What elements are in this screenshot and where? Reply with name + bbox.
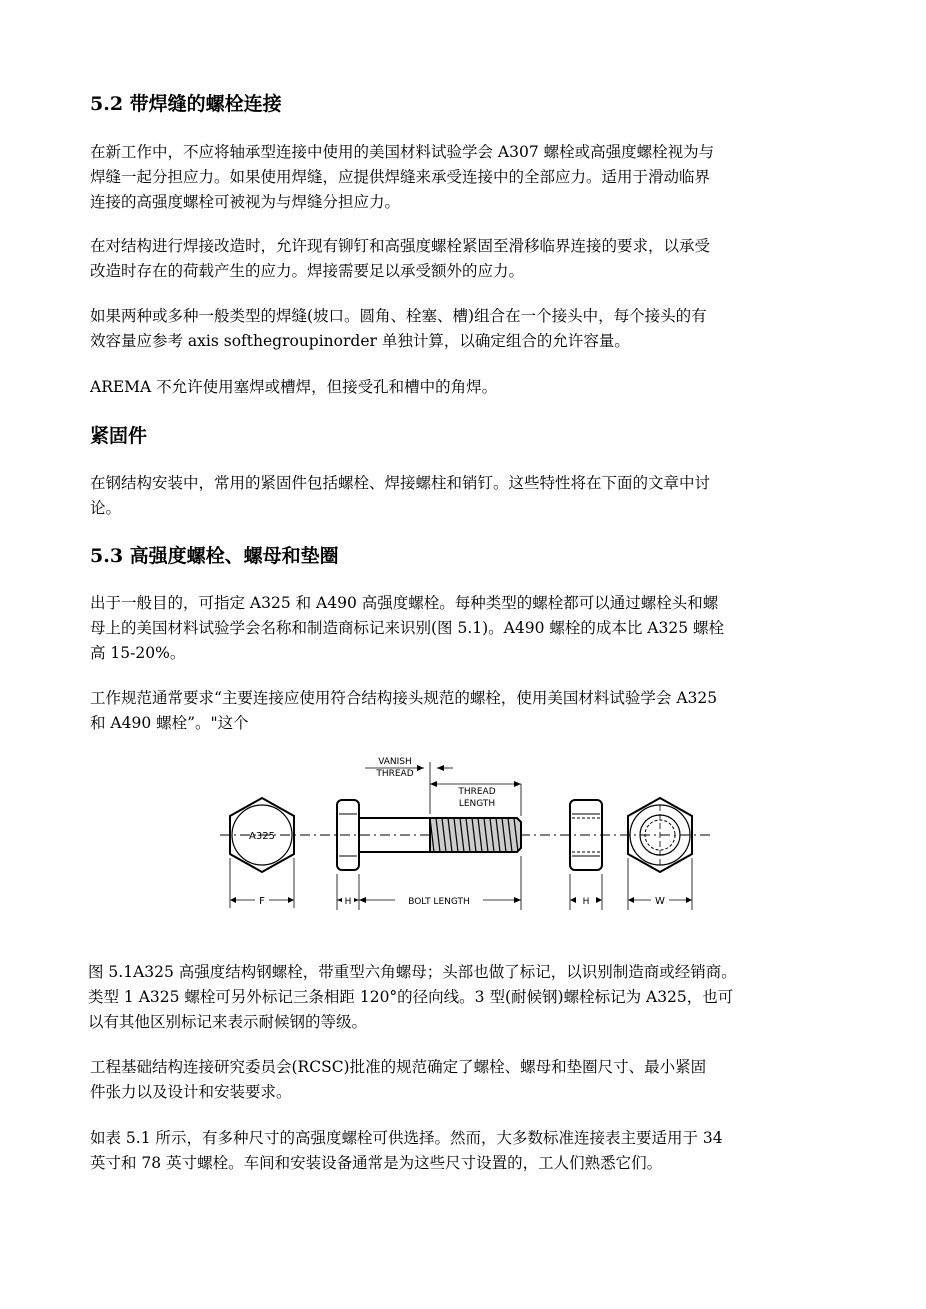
section-5-2-heading: 5.2 带焊缝的螺栓连接 <box>90 93 282 115</box>
paragraph-7 <box>90 686 850 736</box>
bolt-figure <box>215 748 715 928</box>
vanish-label-2: THREAD <box>376 769 414 779</box>
bolt-length-label: BOLT LENGTH <box>408 897 470 907</box>
fasteners-heading: 紧固件 <box>90 425 148 447</box>
text-line: AREMA 不允许使用塞焊或槽焊，但接受孔和槽中的角焊。 <box>90 378 498 396</box>
text-line: 工作规范通常要求“主要连接应使用符合结构接头规范的螺栓，使用美国材料试验学会 A325 <box>90 689 718 707</box>
section-5-3-heading: 5.3 高强度螺栓、螺母和垫圈 <box>90 545 339 567</box>
paragraph-3 <box>90 304 850 354</box>
vanish-label-1: VANISH <box>378 757 412 767</box>
thread-length-label-1: THREAD <box>458 787 496 797</box>
text-line: 连接的高强度螺栓可被视为与焊缝分担应力。 <box>90 193 401 211</box>
bolt-side-view <box>337 757 521 910</box>
text-line: 出于一般目的，可指定 A325 和 A490 高强度螺栓。每种类型的螺栓都可以通过螺栓头和螺 <box>90 594 719 612</box>
text-line: 母上的美国材料试验学会名称和制造商标记来识别(图 5.1)。A490 螺栓的成本比 A325 螺栓 <box>90 619 725 637</box>
head-mark-label: A325 <box>249 831 275 842</box>
text-line: 如果两种或多种一般类型的焊缝(坡口。圆角、栓塞、槽)组合在一个接头中，每个接头的有 <box>90 307 707 325</box>
text-line: 在对结构进行焊接改造时，允许现有铆钉和高强度螺栓紧固至滑移临界连接的要求，以承受 <box>90 237 711 255</box>
dim-h-head-label: H <box>344 897 352 907</box>
text-line: 改造时存在的荷载产生的应力。焊接需要足以承受额外的应力。 <box>90 262 525 280</box>
text-line: 如表 5.1 所示，有多种尺寸的高强度螺栓可供选择。然而，大多数标准连接表主要适用于 34 <box>90 1129 723 1147</box>
text-line: 效容量应参考 axis softhegroupinorder 单独计算，以确定组合的允许容量。 <box>90 332 630 350</box>
paragraph-2 <box>90 234 850 284</box>
dim-h-nut-label: H <box>582 897 590 907</box>
text-line: 论。 <box>90 499 122 517</box>
paragraph-8 <box>90 1055 850 1105</box>
dim-w-label: W <box>655 896 665 907</box>
text-line: 高 15-20%。 <box>90 644 186 662</box>
text-line: 件张力以及设计和安装要求。 <box>90 1083 292 1101</box>
text-line: 英寸和 78 英寸螺栓。车间和安装设备通常是为这些尺寸设置的，工人们熟悉它们。 <box>90 1154 663 1172</box>
paragraph-4 <box>90 375 850 400</box>
paragraph-1 <box>90 140 850 215</box>
thread-length-label-2: LENGTH <box>458 799 496 809</box>
dim-f-label: F <box>259 896 265 907</box>
text-line: 类型 1 A325 螺栓可另外标记三条相距 120°的径向线。3 型(耐候钢)螺栓标记为 A325，也可 <box>88 988 734 1006</box>
paragraph-9 <box>90 1126 850 1176</box>
nut-face <box>628 798 692 910</box>
text-line: 图 5.1A325 高强度结构钢螺栓，带重型六角螺母；头部也做了标记，以识别制造商或经销商。 <box>88 963 737 981</box>
paragraph-5 <box>90 471 850 521</box>
text-line: 和 A490 螺栓”。"这个 <box>90 714 249 732</box>
text-line: 焊缝一起分担应力。如果使用焊缝，应提供焊缝来承受连接中的全部应力。适用于滑动临界 <box>90 168 711 186</box>
text-line: 在新工作中，不应将轴承型连接中使用的美国材料试验学会 A307 螺栓或高强度螺栓视为与 <box>90 143 715 161</box>
text-line: 在钢结构安装中，常用的紧固件包括螺栓、焊接螺柱和销钉。这些特性将在下面的文章中讨 <box>90 474 711 492</box>
paragraph-6 <box>90 591 850 666</box>
text-line: 工程基础结构连接研究委员会(RCSC)批准的规范确定了螺栓、螺母和垫圈尺寸、最小紧固 <box>90 1058 707 1076</box>
hex-head-face <box>230 798 294 908</box>
nut-side-view <box>570 800 602 910</box>
figure-caption <box>88 960 868 1035</box>
text-line: 以有其他区别标记来表示耐候钢的等级。 <box>88 1013 368 1031</box>
